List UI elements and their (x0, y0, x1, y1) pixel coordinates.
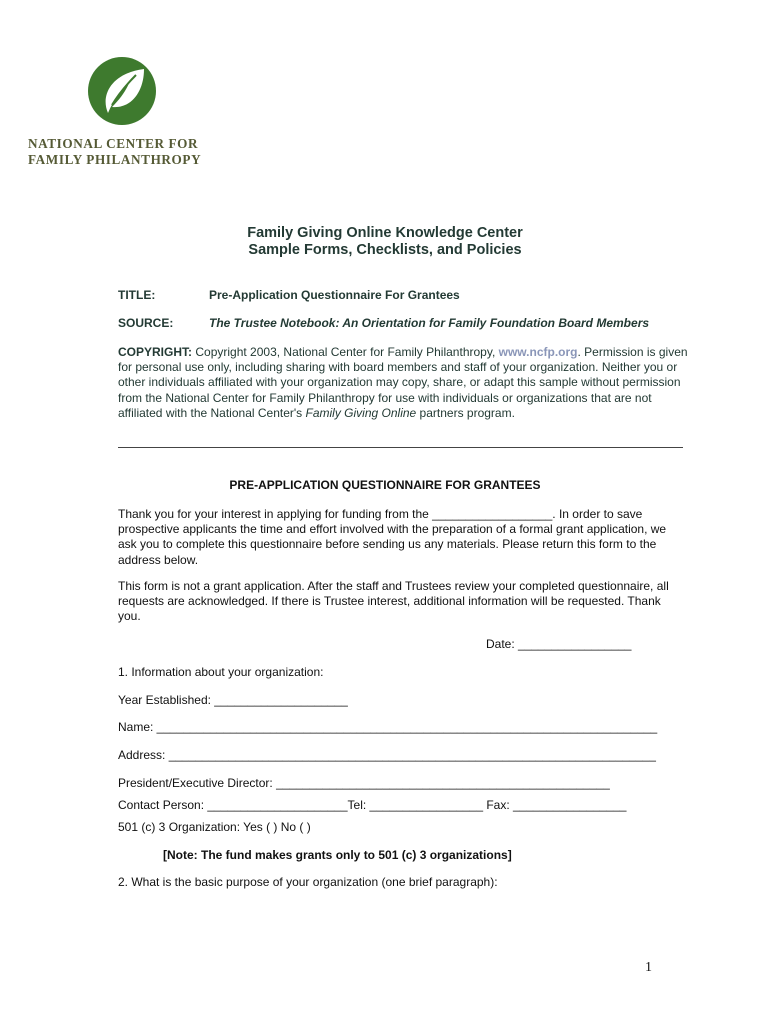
title-label: TITLE: (118, 288, 156, 302)
org-name-line2: FAMILY PHILANTHROPY (28, 152, 202, 167)
page-subtitle: Sample Forms, Checklists, and Policies (248, 242, 522, 258)
ncfp-leaf-logo-icon (86, 55, 158, 127)
ncfp-link[interactable]: www.ncfp.org (498, 345, 578, 359)
question-2: 2. What is the basic purpose of your organization (one brief paragraph): (118, 875, 498, 889)
contact-field[interactable]: Contact Person: _____________________Tel: _________________ Fax: _________________ (118, 798, 627, 812)
source-label: SOURCE: (118, 316, 174, 330)
intro-paragraph: Thank you for your interest in applying for funding from the __________________. In order to save prospective applicants the time and effort involved with the preparation of a formal grant application, we ask you to complete this questionnaire before sending us any materials. Please return this form to the address below. (118, 507, 667, 567)
name-field[interactable]: Name: ___________________________________________________________________________ (118, 720, 658, 734)
notice-paragraph: This form is not a grant application. After the staff and Trustees review your completed questionnaire, all requests are acknowledged. If there is Trustee interest, additional information will be requested. Thank you. (118, 579, 669, 624)
copyright-label: COPYRIGHT: (118, 345, 193, 359)
year-established-field[interactable]: Year Established: ____________________ (118, 693, 348, 707)
president-field[interactable]: President/Executive Director: __________________________________________________ (118, 776, 610, 790)
address-field[interactable]: Address: _________________________________________________________________________ (118, 748, 656, 762)
org-name-line1: NATIONAL CENTER FOR (28, 136, 199, 151)
copyright-text-2: . Permission is given for personal use only, including sharing with board members and staff of your organization. Neither you or other individuals affiliated with your organization may copy, share, or adapt this sample without permission from the National Center for Family Philanthropy for use with individuals or organizations that are not affiliated with the National Center's (118, 345, 688, 420)
question-1: 1. Information about your organization: (118, 665, 324, 679)
eligibility-note: [Note: The fund makes grants only to 501 (c) 3 organizations] (163, 848, 512, 862)
org-name (28, 136, 201, 168)
program-name: Family Giving Online (305, 405, 417, 420)
source-value: The Trustee Notebook: An Orientation for Family Foundation Board Members (209, 316, 650, 330)
copyright-text-1: Copyright 2003, National Center for Family Philanthropy, (192, 345, 499, 359)
copyright-text-3: partners program. (416, 405, 515, 420)
form-heading: PRE-APPLICATION QUESTIONNAIRE FOR GRANTEES (229, 478, 541, 492)
page-title: Family Giving Online Knowledge Center (247, 225, 523, 241)
org-501-field[interactable]: 501 (c) 3 Organization: Yes ( ) No ( ) (118, 820, 311, 834)
copyright-block (118, 345, 688, 421)
page-number: 1 (645, 960, 652, 975)
divider (118, 447, 683, 448)
title-value: Pre-Application Questionnaire For Grantees (209, 288, 460, 302)
date-field[interactable]: Date: _________________ (486, 637, 632, 651)
